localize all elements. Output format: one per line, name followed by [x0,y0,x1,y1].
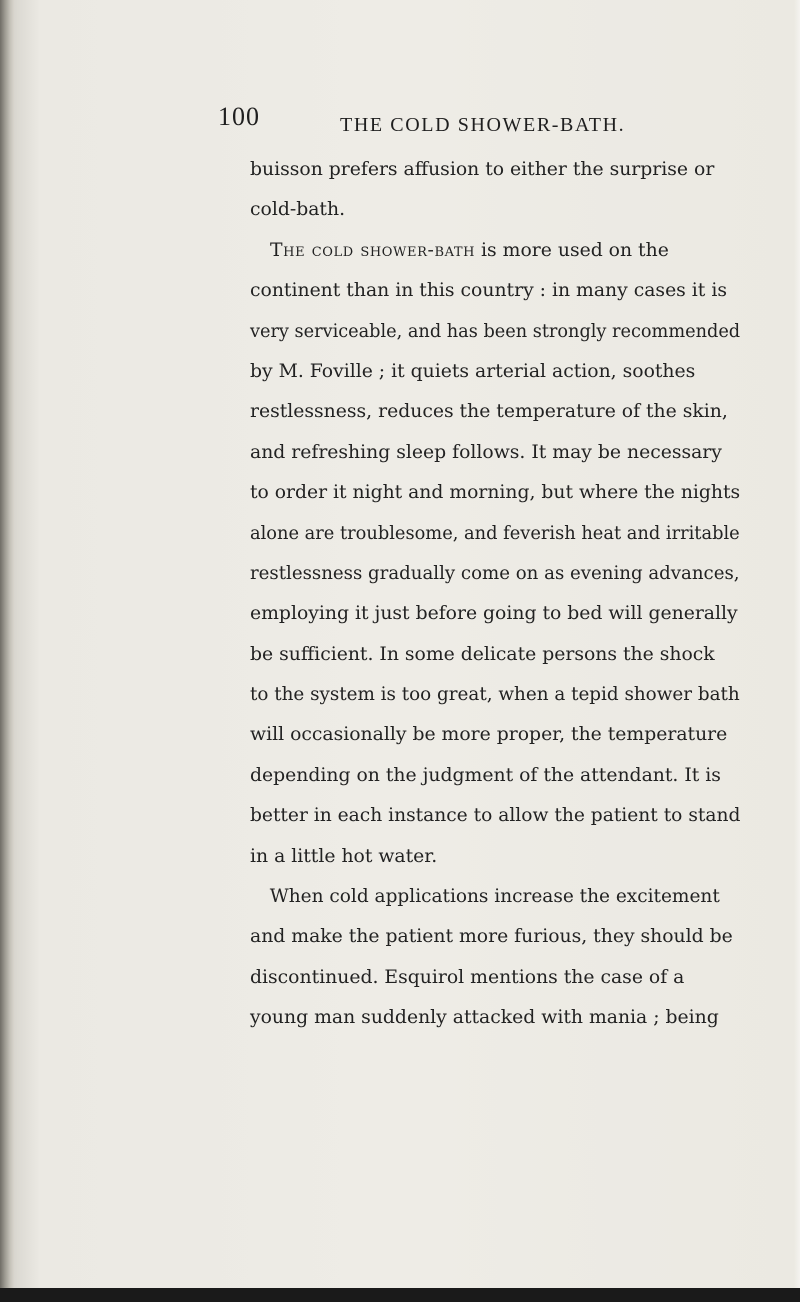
page-number: 100 [218,102,260,131]
text-line: discontinued. Esquirol mentions the case of a [250,966,685,988]
page-gutter [0,0,14,1302]
scan-bottom-edge [0,1288,800,1302]
text-line: be sufficient. In some delicate persons the shock [250,643,715,665]
paragraph-start-line: The cold shower-bath is more used on the [270,239,669,261]
text-line: and make the patient more furious, they should be [250,926,733,948]
page-edge [794,0,800,1302]
text-line: young man suddenly attacked with mania ; being [250,1007,719,1029]
body-text [250,150,740,1039]
text-line: continent than in this country : in many cases it is [250,280,727,302]
running-head: THE COLD SHOWER-BATH. [340,114,626,136]
text-line: in a little hot water. [250,845,438,867]
text-line: by M. Foville ; it quiets arterial action, soothes [250,360,696,382]
text-line: better in each instance to allow the patient to stand [250,805,741,827]
paragraph-lead: The cold shower-bath [270,239,476,261]
text-line: restlessness, reduces the temperature of the skin, [250,401,728,423]
text-line: cold-bath. [250,199,346,221]
text-line: to order it night and morning, but where the nights [250,482,741,504]
text-line: and refreshing sleep follows. It may be necessary [250,441,722,463]
text-line: restlessness gradually come on as evening advances, [250,562,740,584]
text-line: depending on the judgment of the attendant. It is [250,764,721,786]
page-header [0,96,800,146]
paragraph-start-line: When cold applications increase the excitement [269,886,720,908]
text-line: to the system is too great, when a tepid shower bath [250,684,740,706]
text-line: buisson prefers affusion to either the surprise or [250,159,715,180]
text-line: will occasionally be more proper, the temperature [250,724,728,746]
text-line: alone are troublesome, and feverish heat and irritable [250,522,740,544]
text-line: employing it just before going to bed will generally [250,603,738,625]
text-line: very serviceable, and has been strongly recommended [250,320,741,342]
